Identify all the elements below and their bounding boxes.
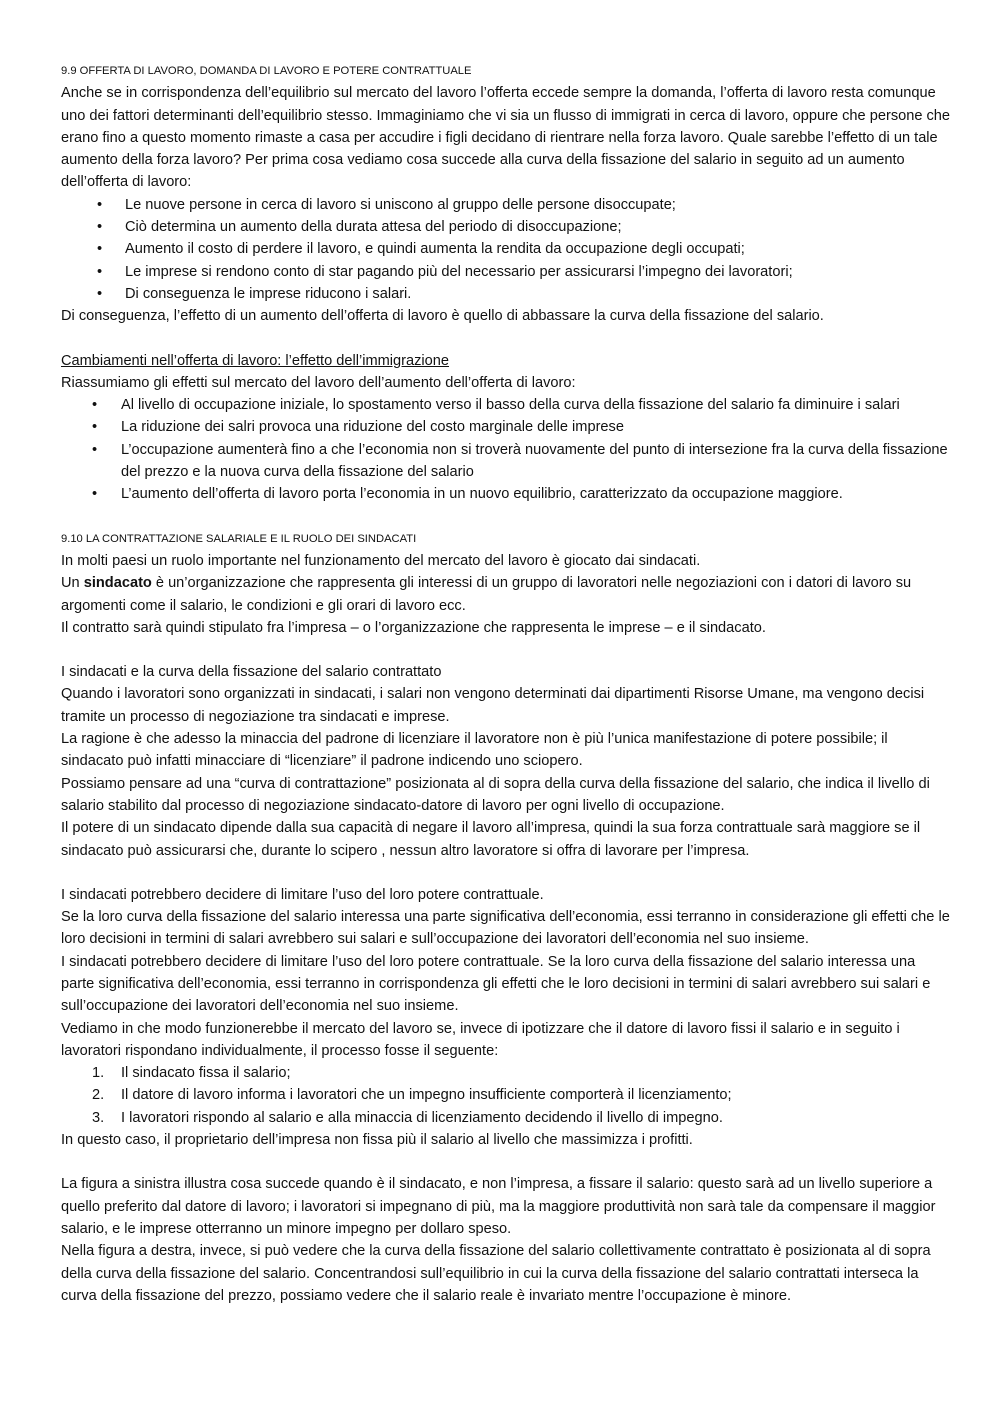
section-heading-9-9: 9.9 OFFERTA DI LAVORO, DOMANDA DI LAVORO E POTERE CONTRATTUALE [61,65,472,77]
list-item [61,1084,951,1106]
paragraph: In molti paesi un ruolo importante nel funzionamento del mercato del lavoro è giocato dai sindacati. [61,552,701,569]
list-text: Il sindacato fissa il salario; [121,1065,291,1082]
paragraph: Quando i lavoratori sono organizzati in sindacati, i salari non vengono determinati dai dipartimenti Risorse Umane, ma vengono decisi tramite un processo di negoziazione tra sindacati e imprese. [61,686,925,725]
list-number: 1. [92,1065,105,1082]
document-page [61,60,951,1307]
subsection-title: I sindacati e la curva della fissazione del salario contrattato [61,664,442,681]
list-item: • Ciò determina un aumento della durata attesa del periodo di disoccupazione; [61,216,951,238]
list-item [61,1062,951,1084]
list-number: 3. [92,1109,105,1126]
list-number: 2. [92,1087,105,1104]
list-item: • L’aumento dell’offerta di lavoro porta l’economia in un nuovo equilibrio, caratterizzato da occupazione maggiore. [61,483,951,505]
paragraph: La ragione è che adesso la minaccia del padrone di licenziare il lavoratore non è più l’unica manifestazione di potere possibile; il sindacato può infatti minacciare di “licenziare” il padrone indicendo uno sciopero. [61,731,888,770]
paragraph: Riassumiamo gli effetti sul mercato del lavoro dell’aumento dell’offerta di lavoro: [61,374,576,391]
bold-term: sindacato [83,575,152,592]
paragraph: Vediamo in che modo funzionerebbe il mercato del lavoro se, invece di ipotizzare che il datore di lavoro fissi il salario e in seguito i lavoratori rispondano individualmente, il processo fosse il seguente: [61,1020,900,1059]
list-text: I lavoratori rispondo al salario e alla minaccia di licenziamento decidendo il livello di impegno. [121,1109,723,1126]
paragraph: In questo caso, il proprietario dell’impresa non fissa più il salario al livello che massimizza i profitti. [61,1132,693,1149]
list-item: • Le nuove persone in cerca di lavoro si uniscono al gruppo delle persone disoccupate; [61,194,951,216]
list-item: • L’occupazione aumenterà fino a che l’economia non si troverà nuovamente del punto di intersezione fra la curva della fissazione del prezzo e la nuova curva della fissazione del salario [61,439,951,484]
list-item: • Di conseguenza le imprese riducono i salari. [61,283,951,305]
paragraph: Possiamo pensare ad una “curva di contrattazione” posizionata al di sopra della curva della fissazione del salario, che indica il livello di salario stabilito dal processo di negoziazione sindacato-datore di lavoro per ogni livello di occupazione. [61,775,930,814]
text-run: è un’organizzazione che rappresenta gli interessi di un gruppo di lavoratori nelle negoziazioni con i datori di lavoro su argomenti come il salario, le condizioni e gli orari di lavoro ecc. [61,575,912,614]
paragraph: Di conseguenza, l’effetto di un aumento dell’offerta di lavoro è quello di abbassare la curva della fissazione del salario. [61,308,824,325]
paragraph-union-definition [61,572,951,617]
paragraph: Se la loro curva della fissazione del salario interessa una parte significativa dell’economia, essi terranno in considerazione gli effetti che le loro decisioni in termini di salari avrebbero sui salari e sull’occupazione dei lavoratori dell’economia nel suo insieme. [61,909,950,948]
paragraph: La figura a sinistra illustra cosa succede quando è il sindacato, e non l’impresa, a fissare il salario: questo sarà ad un livello superiore a quello preferito dal datore di lavoro; i lavoratori si impegnano di più, ma la maggiore produttività non sarà tale da compensare il maggior salario, e le imprese otterranno un minore impegno per dollaro speso. [61,1176,936,1237]
text-run: Un [61,575,84,592]
paragraph: Nella figura a destra, invece, si può vedere che la curva della fissazione del salario collettivamente contrattato è posizionata al di sopra della curva della fissazione del salario. Concentrandosi sull’equilibrio in cui la curva della fissazione del salario contrattati interseca la curva della fissazione del prezzo, possiamo vedere che il salario reale è invariato mentre l’occupazione è minore. [61,1243,931,1304]
list-item: • Le imprese si rendono conto di star pagando più del necessario per assicurarsi l’impegno dei lavoratori; [61,261,951,283]
bullet-list [61,394,951,505]
subsection-title: Cambiamenti nell’offerta di lavoro: l’effetto dell’immigrazione [61,352,450,369]
list-item: • Al livello di occupazione iniziale, lo spostamento verso il basso della curva della fissazione del salario fa diminuire i salari [61,394,951,416]
section-heading-9-10: 9.10 LA CONTRATTAZIONE SALARIALE E IL RUOLO DEI SINDACATI [61,532,417,545]
bullet-list [61,194,951,305]
numbered-list [61,1062,951,1129]
list-item [61,1107,951,1129]
list-item: • Aumento il costo di perdere il lavoro, e quindi aumenta la rendita da occupazione degli occupati; [61,238,951,260]
paragraph: Il contratto sarà quindi stipulato fra l’impresa – o l’organizzazione che rappresenta le imprese – e il sindacato. [61,619,766,636]
list-text: Il datore di lavoro informa i lavoratori che un impegno insufficiente comporterà il licenziamento; [121,1087,732,1104]
list-item: • La riduzione dei salri provoca una riduzione del costo marginale delle imprese [61,416,951,438]
paragraph: I sindacati potrebbero decidere di limitare l’uso del loro potere contrattuale. [61,886,544,903]
paragraph: Anche se in corrispondenza dell’equilibrio sul mercato del lavoro l’offerta eccede sempre la domanda, l’offerta di lavoro resta comunque uno dei fattori determinanti dell’equilibrio stesso. Immaginiamo che vi sia un flusso di immigrati in cerca di lavoro, oppure che persone che erano fino a questo momento rimaste a casa per accudire i figli decidano di rientrare nella forza lavoro. Quale sarebbe l’effetto di un tale aumento della forza lavoro? Per prima cosa vediamo cosa succede alla curva della fissazione del salario in seguito ad un aumento dell’offerta di lavoro: [61,85,951,191]
paragraph: Il potere di un sindacato dipende dalla sua capacità di negare il lavoro all’impresa, quindi la sua forza contrattuale sarà maggiore se il sindacato può assicurarsi che, durante lo scipero , nessun altro lavoratore si offra di lavorare per l’impresa. [61,820,921,859]
paragraph: I sindacati potrebbero decidere di limitare l’uso del loro potere contrattuale. Se la loro curva della fissazione del salario interessa una parte significativa dell’economia, essi terranno in corrispondenza gli effetti che le loro decisioni in termini di salari avrebbero sui salari e sull’occupazione dei lavoratori dell’economia nel suo insieme. [61,953,931,1015]
